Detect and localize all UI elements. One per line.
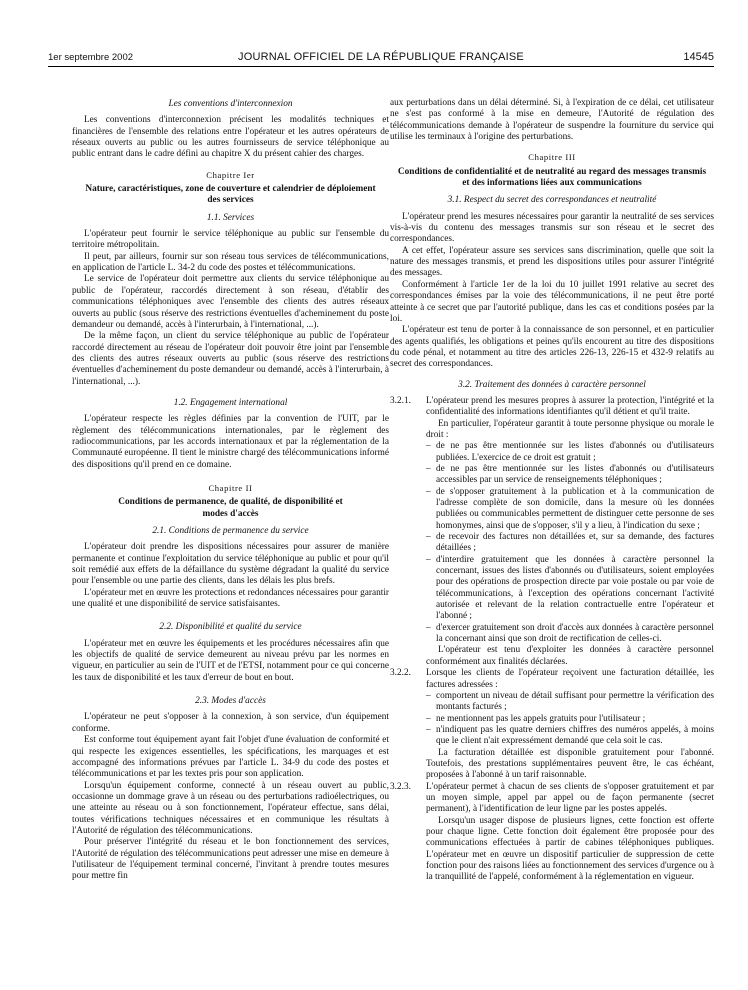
page-header [48,50,714,66]
section-title: 1.2. Engagement international [173,397,288,408]
chapter-label: Chapitre Ier [206,169,255,180]
section-title: 2.1. Conditions de permanence du service [152,526,309,536]
header-journal-title: JOURNAL OFFICIEL DE LA RÉPUBLIQUE FRANÇAISE [238,51,524,63]
paragraph: L'opérateur permet à chacun de ses clients de s'opposer gratuitement et par un moyen simple, appel par appel ou de façon permanente (secret permanent), à l'identification de leur ligne par les postes appelés. [426,781,714,815]
section-title: 3.2. Traitement des données à caractère personnel [458,379,646,390]
numbered-article [390,396,714,668]
header-page-number: 14545 [683,51,714,63]
paragraph: A cet effet, l'opérateur assure ses services sans discrimination, quelle que soit la nature des messages transmis, et prend les dispositions utiles pour assurer l'intégrité des messages. [390,245,714,279]
section-title: 3.1. Respect du secret des correspondances et neutralité [447,195,657,206]
left-column [72,99,389,883]
list-item: – comportent un niveau de détail suffisant pour permettre la vérification des montants facturés ; [426,690,714,713]
header-rule [48,66,714,67]
paragraph: L'opérateur met en œuvre les équipements et les procédures nécessaires afin que les objectifs de qualité de service demeurent au niveau prévu par les normes en vigueur, en particulier au sein de l'UIT et de l'ETSI, notamment pour ce qui concerne les taux de disponibilité et les taux d'erreur de bout en bout. [72,638,389,683]
paragraph: Conformément à l'article 1er de la loi du 10 juillet 1991 relative au secret des correspondances émises par la voie des télécommunications, il ne peut être porté atteinte à ce secret que par l'autorité publique, dans les cas et conditions posées par la loi. [390,279,714,324]
article-number: 3.2.1. [390,395,411,406]
list-item: – n'indiquent pas les quatre derniers chiffres des numéros appelés, à moins que le client n'ait expressément demandé que cela soit le cas. [426,724,714,747]
section-title: 2.2. Disponibilité et qualité du service [159,622,302,633]
paragraph: L'opérateur respecte les règles définies par la convention de l'UIT, par le règlement des télécommunications internationales, par le règlement des radiocommunications, par les accords internationaux et par la réglementation de la Communauté européenne. Il tient le ministre chargé des télécommunications informé des dispositions qu'il prend en ce domaine. [72,414,389,470]
paragraph: aux perturbations dans un délai déterminé. Si, à l'expiration de ce délai, cet utilisateur ne s'est pas conformé à la mise en demeure, l'Autorité de régulation des télécommunications demande à l'opérateur de suspendre la fourniture du service qui utilise les terminaux à l'origine des perturbations. [390,98,714,143]
list-item: – d'interdire gratuitement que les données à caractère personnel la concernant, issues des listes d'abonnés ou d'utilisateurs, soient employées pour des opérations de prospection directe par voie postale ou par voie de télécommunications, à l'exception des opérations concernant l'activité autorisée et relevant de la relation contractuelle entre l'opérateur et l'abonné ; [426,554,714,622]
chapter-title: Nature, caractéristiques, zone de couverture et calendrier de déploiement des services [85,184,376,206]
header-date: 1er septembre 2002 [48,52,134,63]
article-number: 3.2.3. [390,781,411,792]
paragraph: Il peut, par ailleurs, fournir sur son réseau tous services de télécommunications, en application de l'article L. 34-2 du code des postes et télécommunications. [72,251,389,274]
numbered-article [390,668,714,781]
list-item: – de ne pas être mentionnée sur les listes d'abonnés ou d'utilisateurs accessibles par un service de renseignements téléphoniques ; [426,463,714,486]
paragraph: L'opérateur ne peut s'opposer à la connexion, à son service, d'un équipement conforme. [72,712,389,734]
list-item: – de s'opposer gratuitement à la publication et à la communication de l'adresse complète de son domicile, dans la mesure où les données publiées ou communicables permettent de distinguer cette personne de ses homonymes, ainsi que de s'opposer, s'il y a lieu, à l'indication du sexe ; [426,486,714,531]
paragraph: L'opérateur prend les mesures propres à assurer la protection, l'intégrité et la confidentialité des informations identifiantes qu'il détient et qu'il traite. [426,395,714,418]
list-item: – ne mentionnent pas les appels gratuits pour l'utilisateur ; [426,713,646,724]
chapter-title: Conditions de confidentialité et de neutralité au regard des messages transmis et des informations liées aux communications [397,166,707,189]
right-column [390,98,714,884]
paragraph: Les conventions d'interconnexion précisent les modalités techniques et financières de l'ensemble des relations entre l'opérateur et les autres opérateurs de réseaux ouverts au public ou les autres fournisseurs de service téléphonique au public entrant dans le cadre défini au chapitre X du présent cahier des charges. [72,115,389,160]
paragraph: L'opérateur met en œuvre les protections et redondances nécessaires pour garantir une qualité et une disponibilité de service satisfaisantes. [72,587,389,610]
paragraph: De la même façon, un client du service téléphonique au public de l'opérateur raccordé directement au réseau de l'opérateur doit pouvoir être joint par l'ensemble des clients des autres réseaux ouverts au public (sous réserve des restrictions éventuelles d'acheminement du poste demandeur ou demandé, accès à l'interurbain, à l'international, ...). [72,331,389,387]
paragraph: Lorsqu'un équipement conforme, connecté à un réseau ouvert au public, occasionne un dommage grave à un réseau ou des perturbations radioélectriques, ou une atteinte au réseau ou à son fonctionnement, l'opérateur effectue, sans délai, toutes vérifications techniques nécessaires et en communique les résultats à l'Autorité de régulation des télécommunications. [72,780,389,836]
paragraph: En particulier, l'opérateur garantit à toute personne physique ou morale le droit : [426,418,714,440]
paragraph: Est conforme tout équipement ayant fait l'objet d'une évaluation de conformité et qui respecte les exigences essentielles, les spécifications, les marquages et est accompagné des informations prévues par l'article L. 34-9 du code des postes et télécommunications et par les textes pris pour son application. [72,735,389,780]
chapter-title: Conditions de permanence, de qualité, de disponibilité et modes d'accès [118,497,343,519]
paragraph: L'opérateur peut fournir le service téléphonique au public sur l'ensemble du territoire métropolitain. [72,229,389,251]
list-item: – d'exercer gratuitement son droit d'accès aux données à caractère personnel la concernant ainsi que son droit de rectification de celles-ci. [426,622,714,645]
paragraph: Lorsqu'un usager dispose de plusieurs lignes, cette fonction est offerte pour chaque ligne. Cette fonction doit également être proposée pour des communications effectuées à partir de cabines téléphoniques publiques. L'opérateur met en œuvre un dispositif particulier de suppression de cette fonction pour des raisons liées au fonctionnement des services d'urgence ou à la tranquillité de l'appelé, conformément à la réglementation en vigueur. [426,815,714,883]
paragraph: Pour préserver l'intégrité du réseau et le bon fonctionnement des services, l'Autorité de régulation des télécommunications peut adresser une mise en demeure à l'utilisateur de l'équipement terminal concerné, l'invitant à prendre toutes mesures pour mettre fin [72,837,389,882]
paragraph: Le service de l'opérateur doit permettre aux clients du service téléphonique au public de l'opérateur, raccordés directement à son réseau, d'établir des communications téléphoniques avec l'ensemble des clients des autres réseaux ouverts au public (sous réserve des restrictions éventuelles d'acheminement du poste demandeur ou demandé, accès à l'interurbain, à l'international, ...). [72,274,389,330]
article-number: 3.2.2. [390,668,411,679]
chapter-label: Chapitre III [528,152,576,163]
chapter-label: Chapitre II [208,482,253,493]
paragraph: L'opérateur doit prendre les dispositions nécessaires pour assurer de manière permanente et continue l'exploitation du service téléphonique au public et pour qu'il soit remédié aux effets de la défaillance du système dégradant la qualité du service pour l'ensemble ou une partie des clients, dans les délais les plus brefs. [72,542,389,587]
paragraph: L'opérateur est tenu d'exploiter les données à caractère personnel conformément aux finalités déclarées. [426,645,714,667]
list-item: – de recevoir des factures non détaillées et, sur sa demande, des factures détaillées ; [426,532,714,554]
section-title: Les conventions d'interconnexion [168,99,293,109]
section-title: 2.3. Modes d'accès [195,696,266,707]
paragraph: L'opérateur prend les mesures nécessaires pour garantir la neutralité de ses services vis-à-vis du contenu des messages transmis sur son réseau et le secret des correspondances. [390,211,714,245]
paragraph: La facturation détaillée est disponible gratuitement pour l'abonné. Toutefois, des prestations supplémentaires peuvent être, le cas échéant, proposées à l'abonné à un tarif raisonnable. [426,747,714,781]
paragraph: L'opérateur est tenu de porter à la connaissance de son personnel, et en particulier des agents qualifiés, les obligations et peines qu'ils encourent au titre des dispositions du code pénal, et notamment au titre des articles 226-13, 226-15 et 432-9 relatifs au secret des correspondances. [390,325,714,370]
list-item: – de ne pas être mentionnée sur les listes d'abonnés ou d'utilisateurs publiées. L'exercice de ce droit est gratuit ; [426,441,714,463]
paragraph: Lorsque les clients de l'opérateur reçoivent une facturation détaillée, les factures adressées : [426,668,714,690]
numbered-article [390,782,714,884]
section-title: 1.1. Services [206,212,255,223]
